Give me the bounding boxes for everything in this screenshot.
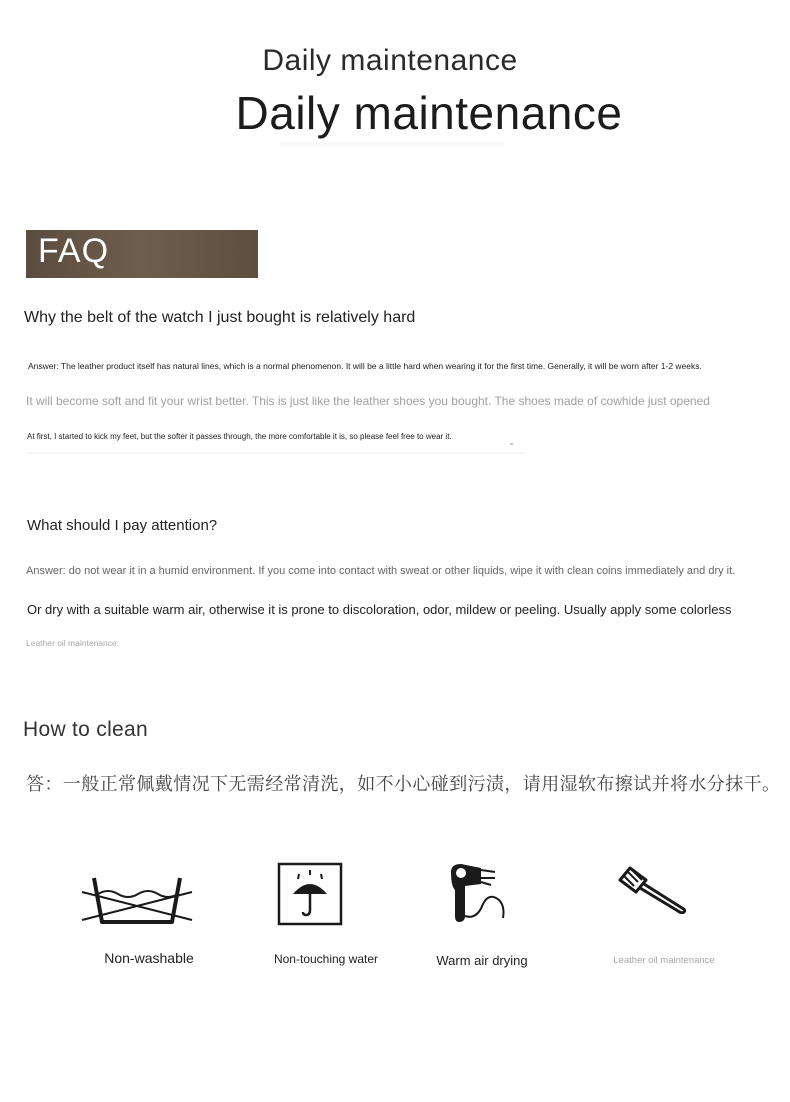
- faq-question-2: What should I pay attention?: [27, 517, 218, 534]
- how-to-clean-answer: 答：一般正常佩戴情况下无需经常清洗，如不小心碰到污渍，请用湿软布擦试并将水分抹干。: [26, 774, 781, 795]
- divider: [26, 452, 526, 454]
- faq-answer-2-line-3: Leather oil maintenance.: [26, 638, 120, 648]
- title-reflection: [280, 142, 505, 150]
- faq-answer-2-line-2: Or dry with a suitable warm air, otherwise it is prone to discoloration, odor, mildew or peeling. Usually apply some colorless: [27, 602, 732, 617]
- faq-answer-1-line-1: Answer: The leather product itself has natural lines, which is a normal phenomenon. It will be a little hard when wearing it for the first time. Generally, it will be worn after 1-2 weeks.: [28, 361, 702, 371]
- care-label-non-touching-water: Non-touching water: [273, 952, 379, 966]
- faq-answer-1-line-3: At first, I started to kick my feet, but the softer it passes through, the more comfortable it is, so please feel free to wear it.: [27, 432, 452, 441]
- keep-dry-umbrella-icon: [277, 862, 343, 926]
- care-label-non-washable: Non-washable: [104, 950, 194, 966]
- faq-answer-2-line-1: Answer: do not wear it in a humid environment. If you come into contact with sweat or other liquids, wipe it with clean coins immediately and dry it.: [26, 565, 736, 577]
- faq-answer-1-line-2: It will become soft and fit your wrist better. This is just like the leather shoes you bought. The shoes made of cowhide just opened: [26, 394, 710, 408]
- small-mark-icon: ≈: [510, 442, 514, 448]
- faq-question-1: Why the belt of the watch I just bought is relatively hard: [24, 309, 416, 326]
- care-label-warm-air-drying: Warm air drying: [436, 953, 528, 968]
- page-title: Daily maintenance: [235, 87, 623, 139]
- how-to-clean-heading: How to clean: [23, 718, 148, 741]
- hair-dryer-icon: [447, 860, 507, 928]
- brush-icon: [616, 864, 688, 914]
- page-title-small: Daily maintenance: [262, 44, 518, 77]
- care-label-leather-oil: Leather oil maintenance: [613, 955, 715, 966]
- no-wash-tub-icon: [80, 872, 194, 928]
- faq-banner-label: FAQ: [38, 232, 110, 270]
